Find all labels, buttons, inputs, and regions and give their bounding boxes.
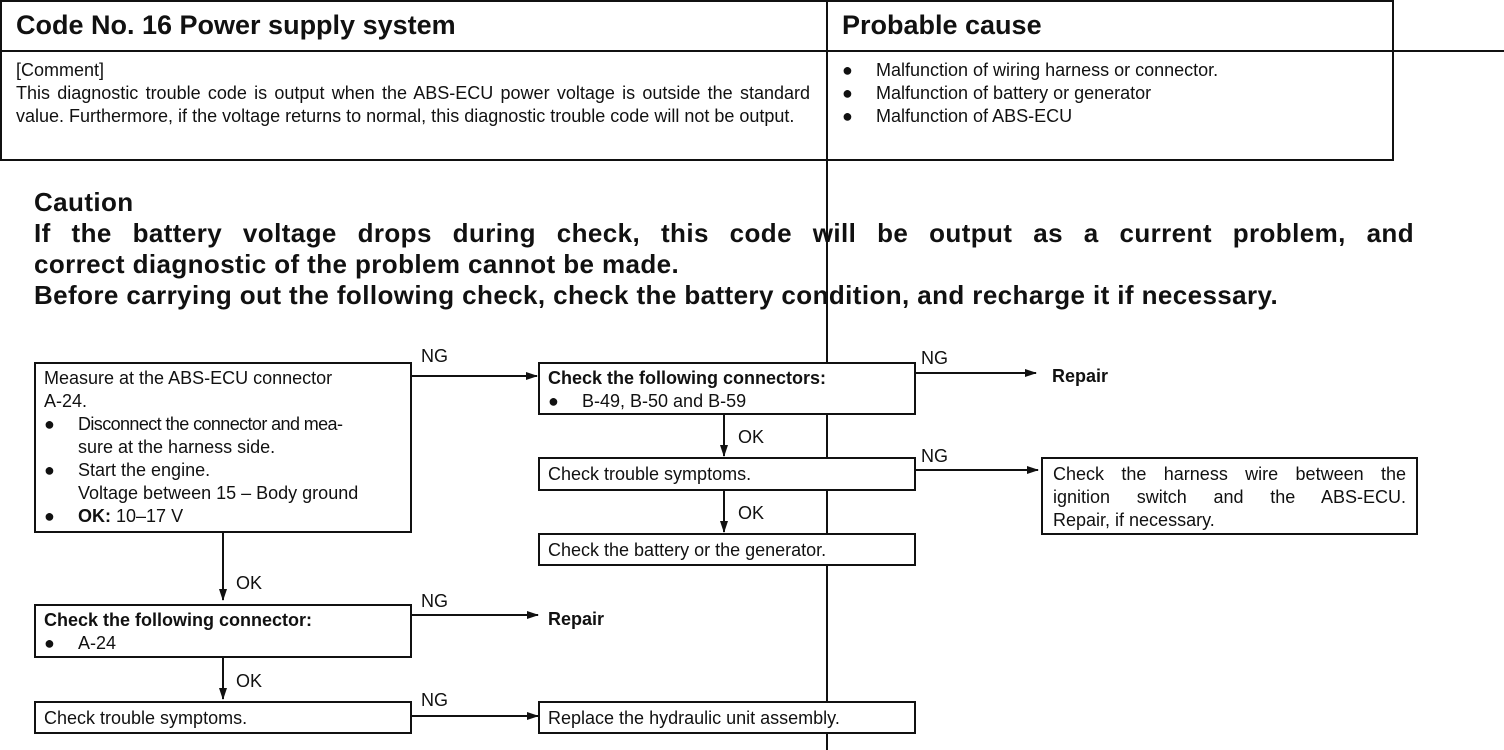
- check-connector-item: ● A-24: [44, 633, 117, 653]
- measure-line: sure at the harness side.: [78, 437, 276, 457]
- ng-label: NG: [421, 690, 448, 710]
- caution-line-2: Before carrying out the following check, check the battery condition, and recharge it if necessary.: [34, 280, 1279, 310]
- measure-line: Voltage between 15 – Body ground: [78, 483, 359, 503]
- check-connector-title: Check the following connector:: [44, 610, 313, 630]
- cause-item: ● Malfunction of ABS-ECU: [842, 106, 1073, 126]
- repair-label: Repair: [548, 609, 605, 629]
- caution-line-1a: If the battery voltage drops during check, this code will be output as a current problem, and: [34, 218, 1414, 248]
- harness-line: Repair, if necessary.: [1053, 510, 1215, 530]
- cause-item: ● Malfunction of battery or generator: [842, 83, 1152, 103]
- check-connectors-title: Check the following connectors:: [548, 368, 827, 388]
- measure-bullet: ● Start the engine.: [44, 460, 211, 480]
- check-connector-box: [34, 604, 412, 658]
- measure-line: Measure at the ABS-ECU connector: [44, 368, 333, 388]
- check-battery-box: Check the battery or the generator.: [538, 533, 916, 566]
- ng-label: NG: [921, 446, 948, 466]
- ng-label: NG: [421, 346, 448, 366]
- replace-box: Replace the hydraulic unit assembly.: [538, 701, 916, 734]
- ng-label: NG: [921, 348, 948, 368]
- check-symptoms-box-1: Check trouble symptoms.: [538, 457, 916, 491]
- measure-step-box: [34, 362, 412, 533]
- repair-label: Repair: [1052, 366, 1109, 386]
- ok-label: OK: [236, 671, 263, 691]
- ok-label: OK: [738, 503, 765, 523]
- measure-bullet: ● Disconnect the connector and mea-: [44, 414, 343, 434]
- caution-line-1b: correct diagnostic of the problem cannot be made.: [34, 249, 680, 279]
- measure-ok: ● OK: 10–17 V: [44, 506, 184, 526]
- measure-line: A-24.: [44, 391, 88, 411]
- comment-label: [Comment]: [16, 60, 105, 80]
- comment-text: This diagnostic trouble code is output when the ABS-ECU power voltage is outside the standard value. Furthermore, if the voltage returns to normal, this diagnostic trouble code will not be output.: [16, 83, 810, 126]
- harness-line: Check the harness wire between the: [1053, 464, 1406, 484]
- check-connectors-item: ● B-49, B-50 and B-59: [548, 391, 747, 411]
- ng-label: NG: [421, 591, 448, 611]
- cause-item: ● Malfunction of wiring harness or connector.: [842, 60, 1219, 80]
- check-connectors-box: [538, 362, 916, 415]
- harness-line: ignition switch and the ABS-ECU.: [1053, 487, 1406, 507]
- ok-label: OK: [738, 427, 765, 447]
- code-title: Code No. 16 Power supply system: [16, 10, 456, 40]
- probable-cause-title: Probable cause: [842, 10, 1042, 40]
- caution-title: Caution: [34, 187, 134, 217]
- check-symptoms-box-2: Check trouble symptoms.: [34, 701, 412, 734]
- check-harness-box: [1041, 457, 1418, 535]
- ok-label: OK: [236, 573, 263, 593]
